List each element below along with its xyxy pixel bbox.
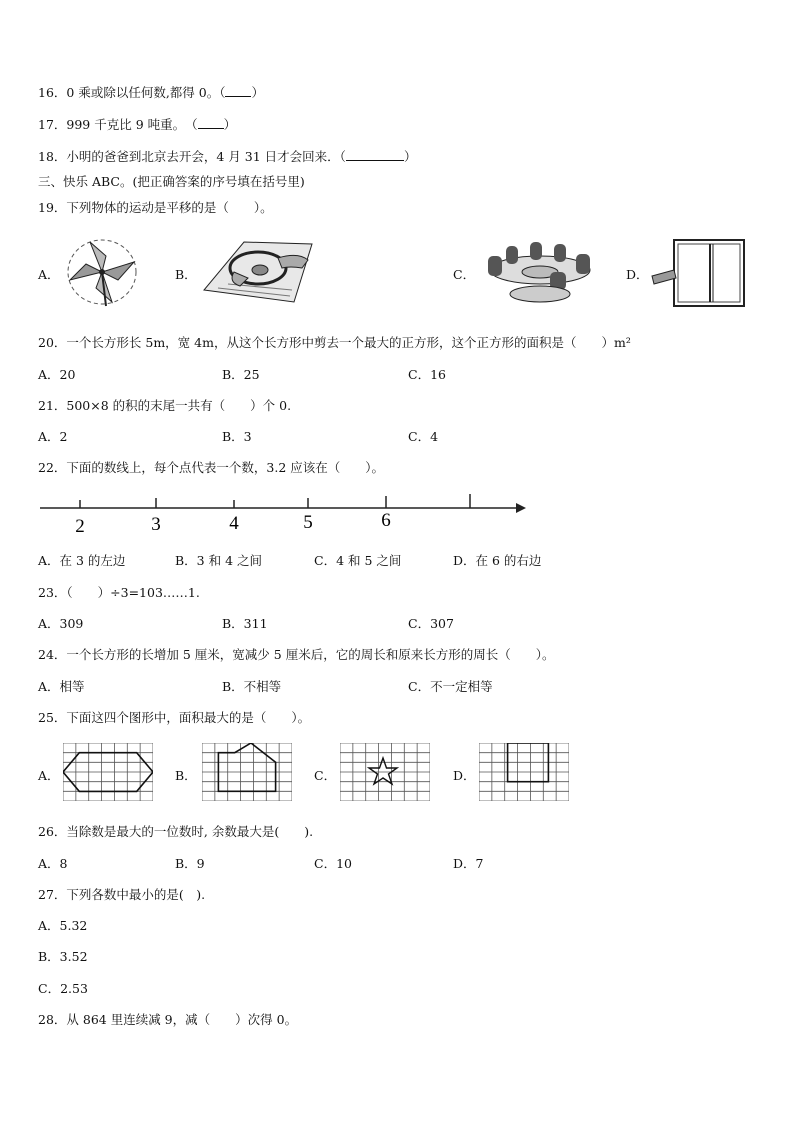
grid-figure-c xyxy=(340,743,430,801)
q19-option-b[interactable]: B． xyxy=(175,267,197,282)
q24-option-a[interactable]: A．相等 xyxy=(38,679,85,694)
q27-option-a[interactable]: A．5.32 xyxy=(38,918,88,933)
q21-option-a[interactable]: A．2 xyxy=(38,429,68,444)
answer-blank-18[interactable] xyxy=(346,150,404,161)
numberline-label: 6 xyxy=(381,510,391,531)
question-24-text: 24．一个长方形的长增加 5 厘米，宽减少 5 厘米后，它的周长和原来长方形的周长（ ）。 xyxy=(38,647,555,662)
steering-wheel-icon xyxy=(198,238,316,306)
sliding-window-icon xyxy=(648,236,748,308)
q27-option-c[interactable]: C．2.53 xyxy=(38,981,88,996)
q27-option-b[interactable]: B．3.52 xyxy=(38,949,88,964)
answer-blank-17[interactable] xyxy=(198,118,224,129)
q22-option-b[interactable]: B．3 和 4 之间 xyxy=(175,553,263,568)
question-26-text: 26．当除数是最大的一位数时, 余数最大是( ). xyxy=(38,824,314,839)
shape-star xyxy=(369,758,397,784)
numberline-label: 3 xyxy=(151,514,161,535)
question-17-text: 17．999 千克比 9 吨重。 （ xyxy=(38,117,198,132)
question-21-text: 21．500×8 的积的末尾一共有（ ）个 0. xyxy=(38,398,292,413)
q26-option-d[interactable]: D．7 xyxy=(453,856,484,871)
question-20-text: 20．一个长方形长 5m，宽 4m，从这个长方形中剪去一个最大的正方形，这个正方形的面积是（ ）m² xyxy=(38,335,631,350)
q23-option-b[interactable]: B．311 xyxy=(222,616,268,631)
q22-option-a[interactable]: A．在 3 的左边 xyxy=(38,553,126,568)
q23-option-c[interactable]: C．307 xyxy=(408,616,454,631)
question-19-text: 19．下列物体的运动是平移的是（ ）。 xyxy=(38,200,273,215)
pinwheel-icon xyxy=(62,236,142,308)
q19-option-a[interactable]: A． xyxy=(38,267,60,282)
q26-option-a[interactable]: A．8 xyxy=(38,856,68,871)
question-18: 18．小明的爸爸到北京去开会，4 月 31 日才会回来．（ ） xyxy=(38,149,417,164)
q26-option-b[interactable]: B．9 xyxy=(175,856,205,871)
question-22-text: 22．下面的数线上，每个点代表一个数，3.2 应该在（ ）。 xyxy=(38,460,385,475)
question-27-text: 27．下列各数中最小的是( ). xyxy=(38,887,206,902)
q19-option-c[interactable]: C． xyxy=(453,267,476,282)
q21-option-b[interactable]: B．3 xyxy=(222,429,252,444)
question-16-text: 16．0 乘或除以任何数,都得 0。（ xyxy=(38,85,226,100)
q19-option-d[interactable]: D． xyxy=(626,267,649,282)
grid-figure-a xyxy=(63,743,153,801)
q23-option-a[interactable]: A．309 xyxy=(38,616,84,631)
numberline-label: 4 xyxy=(229,513,239,534)
question-28-text: 28．从 864 里连续减 9，减（ ）次得 0。 xyxy=(38,1012,298,1027)
question-16: 16．0 乘或除以任何数,都得 0。（ ） xyxy=(38,85,264,100)
q25-option-d[interactable]: D． xyxy=(453,768,476,783)
grid-figure-b xyxy=(202,743,292,801)
numberline-label: 5 xyxy=(303,512,313,533)
section-3-heading: 三、快乐 ABC。(把正确答案的序号填在括号里) xyxy=(38,174,305,189)
numberline-label: 2 xyxy=(75,516,85,536)
question-23-text: 23．（ ）÷3=103……1. xyxy=(38,585,200,600)
question-25-text: 25．下面这四个图形中，面积最大的是（ ）。 xyxy=(38,710,311,725)
q20-option-a[interactable]: A．20 xyxy=(38,367,76,382)
q20-option-c[interactable]: C．16 xyxy=(408,367,446,382)
q22-option-c[interactable]: C．4 和 5 之间 xyxy=(314,553,402,568)
q21-option-c[interactable]: C．4 xyxy=(408,429,439,444)
number-line xyxy=(38,490,528,536)
q20-option-b[interactable]: B．25 xyxy=(222,367,260,382)
question-18-text: 18．小明的爸爸到北京去开会，4 月 31 日才会回来．（ xyxy=(38,149,346,164)
q25-option-b[interactable]: B． xyxy=(175,768,197,783)
question-17: 17．999 千克比 9 吨重。 （ ） xyxy=(38,117,237,132)
grid-figure-d xyxy=(479,743,569,801)
answer-blank-16[interactable] xyxy=(225,86,251,97)
q26-option-c[interactable]: C．10 xyxy=(314,856,352,871)
carousel-icon xyxy=(476,238,604,306)
q24-option-c[interactable]: C．不一定相等 xyxy=(408,679,493,694)
q24-option-b[interactable]: B．不相等 xyxy=(222,679,282,694)
q25-option-c[interactable]: C． xyxy=(314,768,337,783)
shape-pentagon xyxy=(218,743,275,791)
q25-option-a[interactable]: A． xyxy=(38,768,60,783)
q22-option-d[interactable]: D．在 6 的右边 xyxy=(453,553,542,568)
